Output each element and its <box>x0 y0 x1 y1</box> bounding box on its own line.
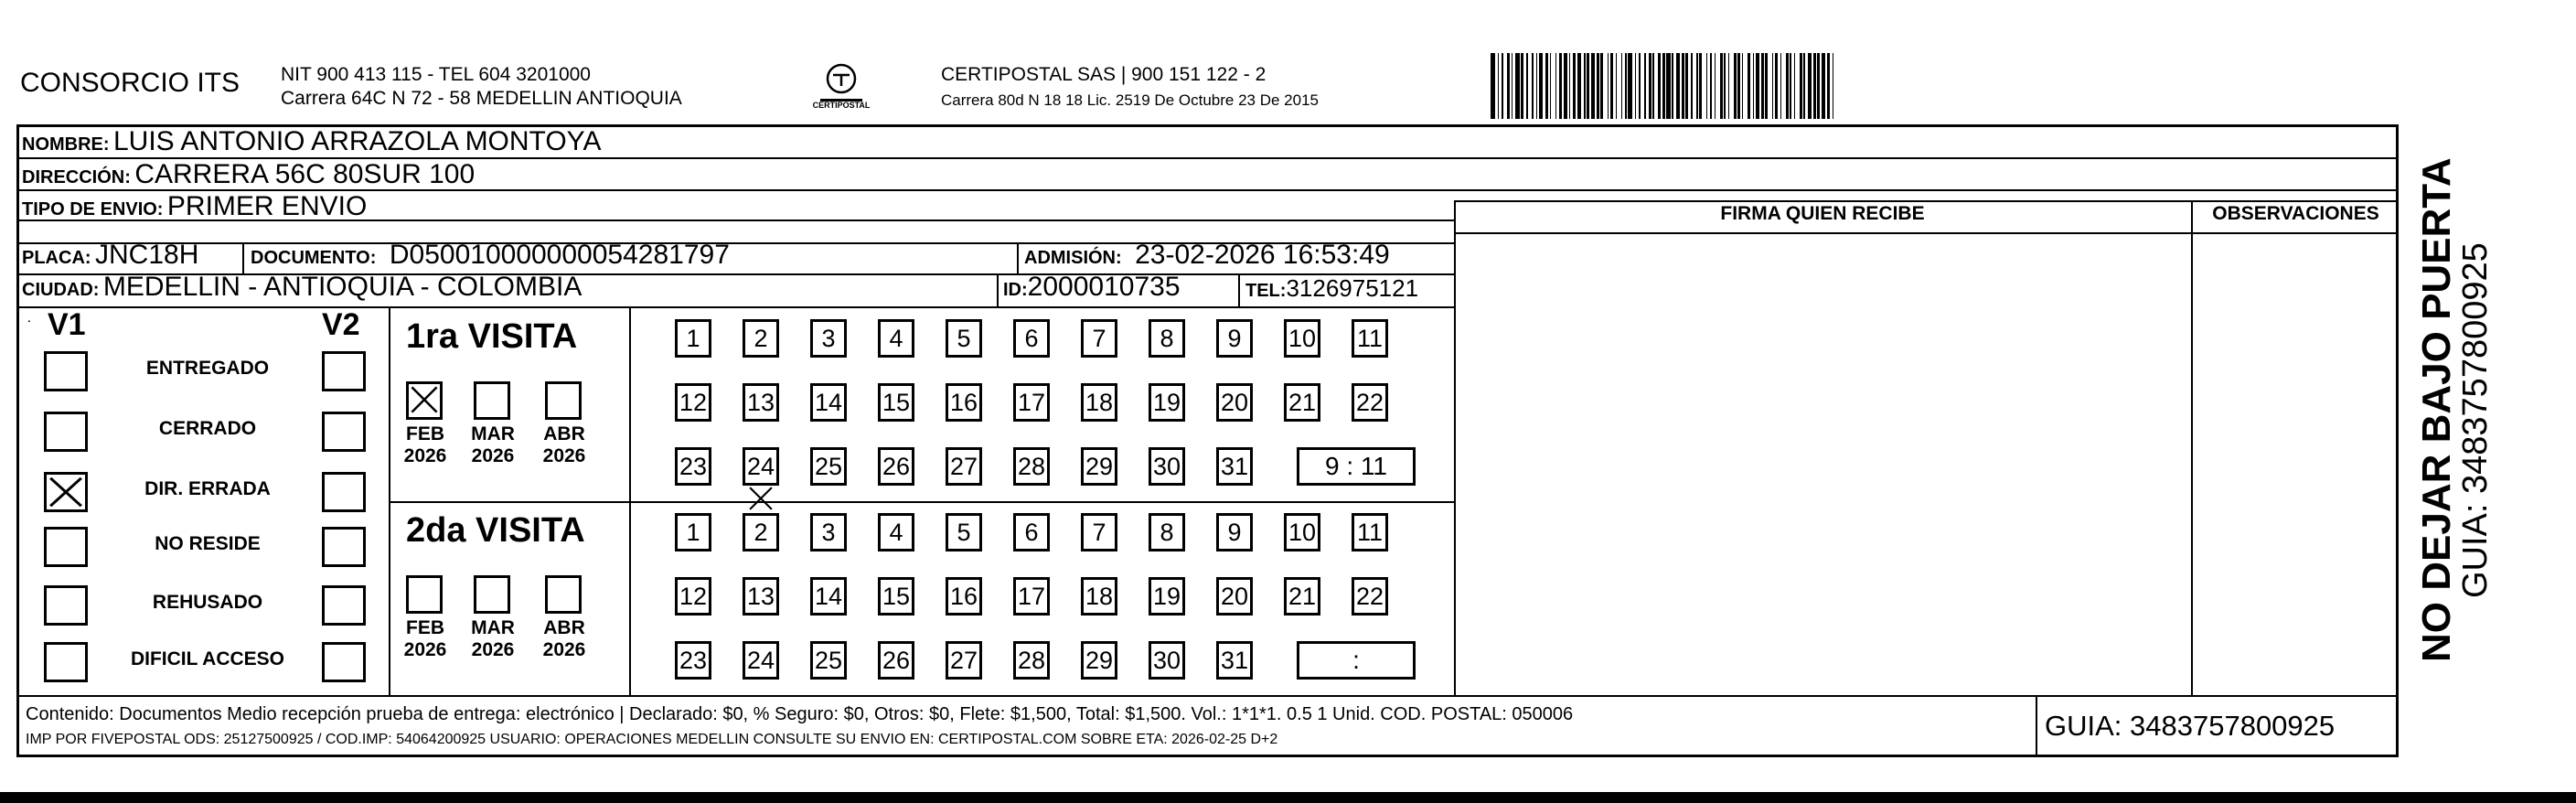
status-label: DIFICIL ACCESO <box>130 648 284 669</box>
tel-value: 3126975121 <box>1286 274 1419 302</box>
day-box[interactable]: 17 <box>1013 577 1050 616</box>
side-guia: GUIA: 3483757800925 <box>2456 242 2495 598</box>
day-box[interactable]: 22 <box>1352 577 1388 616</box>
month-label: FEB 2026 <box>403 617 447 660</box>
day-box[interactable]: 29 <box>1081 447 1117 486</box>
side-warning: NO DEJAR BAJO PUERTA <box>2414 157 2459 662</box>
day-box[interactable]: 31 <box>1216 641 1253 680</box>
visit-title: 2da VISITA <box>406 511 585 550</box>
day-box[interactable]: 26 <box>878 641 914 680</box>
rule <box>1238 274 1240 306</box>
v1-checkbox[interactable] <box>44 527 88 567</box>
documento-cell <box>251 240 730 271</box>
month-label: MAR 2026 <box>471 423 515 466</box>
v1-checkbox[interactable] <box>44 642 88 682</box>
documento-value: D050010000000054281797 <box>389 240 730 270</box>
day-box[interactable]: 7 <box>1081 319 1117 358</box>
documento-label: DOCUMENTO: <box>251 248 377 268</box>
rule <box>389 501 1455 503</box>
day-box[interactable]: 7 <box>1081 513 1117 551</box>
rule <box>16 306 1455 308</box>
v2-checkbox[interactable] <box>322 472 366 512</box>
month-checkbox[interactable] <box>545 575 582 614</box>
day-box[interactable]: 29 <box>1081 641 1117 680</box>
company-line-1: NIT 900 413 115 - TEL 604 3201000 <box>281 64 591 85</box>
day-box[interactable]: 13 <box>743 577 779 616</box>
day-box[interactable]: 5 <box>946 513 982 551</box>
placa-label: PLACA: <box>22 248 91 268</box>
day-box[interactable]: 31 <box>1216 447 1253 486</box>
tel-label: TEL: <box>1245 281 1287 301</box>
barcode <box>1491 53 1838 119</box>
day-box[interactable]: 2 <box>743 513 779 551</box>
day-box[interactable]: 20 <box>1216 577 1253 616</box>
month-checkbox[interactable] <box>545 381 582 420</box>
day-box[interactable]: 6 <box>1013 319 1050 358</box>
status-label: NO RESIDE <box>155 533 261 554</box>
admision-value: 23-02-2026 16:53:49 <box>1135 240 1390 270</box>
day-box[interactable]: 25 <box>810 447 847 486</box>
observaciones-header: OBSERVACIONES <box>2212 203 2379 224</box>
status-label: ENTREGADO <box>145 358 270 379</box>
day-box[interactable]: 30 <box>1149 641 1185 680</box>
rule <box>1454 232 2399 234</box>
day-box[interactable]: 3 <box>810 319 847 358</box>
day-box[interactable]: 24 <box>743 641 779 680</box>
nombre-row <box>22 126 601 157</box>
day-box[interactable]: 19 <box>1149 577 1185 616</box>
nombre-label: NOMBRE: <box>22 134 110 155</box>
v2-checkbox[interactable] <box>322 527 366 567</box>
day-box[interactable]: 13 <box>743 383 779 422</box>
day-box[interactable]: 28 <box>1013 641 1050 680</box>
visit-title: 1ra VISITA <box>406 317 578 356</box>
day-box[interactable]: 10 <box>1284 513 1320 551</box>
day-box[interactable]: 16 <box>946 577 982 616</box>
day-box[interactable]: 14 <box>810 383 847 422</box>
footer-imp: IMP POR FIVEPOSTAL ODS: 25127500925 / COD.IMP: 54064200925 USUARIO: OPERACIONES MEDELLIN CONSULTE SU ENVIO EN: CERTIPOSTAL.COM SOBRE ETA: 2026-02-25 D+2 <box>26 732 1278 747</box>
placa-cell <box>22 240 198 271</box>
placa-value: JNC18H <box>95 240 199 270</box>
v2-header: V2 <box>322 307 360 342</box>
tipo-value: PRIMER ENVIO <box>166 191 368 221</box>
company-line-2: Carrera 64C N 72 - 58 MEDELLIN ANTIOQUIA <box>281 88 682 109</box>
admision-label: ADMISIÓN: <box>1024 248 1122 268</box>
bottom-rule <box>0 792 2576 803</box>
tick-mark: ⸱ <box>27 314 31 328</box>
v1-checkbox[interactable] <box>44 412 88 452</box>
day-box[interactable]: 2 <box>743 319 779 358</box>
day-box[interactable]: 5 <box>946 319 982 358</box>
firma-header: FIRMA QUIEN RECIBE <box>1720 203 1925 224</box>
v2-checkbox[interactable] <box>322 642 366 682</box>
day-box[interactable]: 30 <box>1149 447 1185 486</box>
day-box[interactable]: 22 <box>1352 383 1388 422</box>
day-box[interactable]: 16 <box>946 383 982 422</box>
rule <box>2036 695 2037 757</box>
day-box[interactable]: 23 <box>675 447 711 486</box>
direccion-label: DIRECCIÓN: <box>22 167 131 187</box>
v2-checkbox[interactable] <box>322 585 366 626</box>
signature-area[interactable] <box>1458 235 2189 692</box>
day-box[interactable]: 26 <box>878 447 914 486</box>
tipo-row <box>22 191 367 222</box>
day-box[interactable]: 21 <box>1284 383 1320 422</box>
month-label: MAR 2026 <box>471 617 515 660</box>
footer-contenido: Contenido: Documentos Medio recepción prueba de entrega: electrónico | Declarado: $0, % Seguro: $0, Otros: $0, Flete: $1,500, Total: $1,500. Vol.: 1*1*1. 0.5 1 Unid. COD. POSTAL: 050006 <box>26 704 1574 724</box>
carrier-line-2: Carrera 80d N 18 18 Lic. 2519 De Octubre 23 De 2015 <box>941 91 1319 109</box>
day-box[interactable]: 3 <box>810 513 847 551</box>
month-checkbox[interactable] <box>474 381 510 420</box>
rule <box>2191 200 2193 695</box>
time-box[interactable]: 9 : 11 <box>1297 447 1416 486</box>
v1-checkbox[interactable] <box>44 351 88 391</box>
day-box[interactable]: 24 <box>743 447 779 486</box>
month-checkbox[interactable] <box>406 575 443 614</box>
time-box[interactable]: : <box>1297 641 1416 680</box>
rule <box>997 274 999 306</box>
v1-checkbox[interactable] <box>44 585 88 626</box>
logo-text: CERTIPOSTAL <box>812 101 871 110</box>
status-label: REHUSADO <box>152 592 263 613</box>
day-box[interactable]: 8 <box>1149 319 1185 358</box>
day-box[interactable]: 11 <box>1352 513 1388 551</box>
month-checkbox[interactable] <box>406 381 443 420</box>
rule <box>1454 200 1456 695</box>
admision-cell <box>1024 240 1390 271</box>
v2-checkbox[interactable] <box>322 351 366 391</box>
day-box[interactable]: 12 <box>675 383 711 422</box>
day-box[interactable]: 15 <box>878 383 914 422</box>
id-cell <box>1003 272 1181 303</box>
day-box[interactable]: 4 <box>878 513 914 551</box>
day-box[interactable]: 14 <box>810 577 847 616</box>
month-checkbox[interactable] <box>474 575 510 614</box>
day-box[interactable]: 10 <box>1284 319 1320 358</box>
footer-guia: GUIA: 3483757800925 <box>2045 710 2336 742</box>
month-label: FEB 2026 <box>403 423 447 466</box>
company-name: CONSORCIO ITS <box>20 68 240 98</box>
day-box[interactable]: 27 <box>946 641 982 680</box>
day-box[interactable]: 8 <box>1149 513 1185 551</box>
v1-checkbox[interactable] <box>44 472 88 512</box>
id-label: ID: <box>1003 280 1028 300</box>
status-label: DIR. ERRADA <box>144 478 271 499</box>
id-value: 2000010735 <box>1027 272 1181 302</box>
rule <box>1454 200 2399 202</box>
day-box[interactable]: 28 <box>1013 447 1050 486</box>
month-label: ABR 2026 <box>542 423 586 466</box>
status-label: CERRADO <box>158 418 257 439</box>
v2-checkbox[interactable] <box>322 412 366 452</box>
ciudad-value: MEDELLIN - ANTIOQUIA - COLOMBIA <box>102 272 583 302</box>
day-box[interactable]: 6 <box>1013 513 1050 551</box>
day-box[interactable]: 23 <box>675 641 711 680</box>
day-box[interactable]: 20 <box>1216 383 1253 422</box>
tel-cell <box>1245 274 1418 303</box>
day-box[interactable]: 1 <box>675 319 711 358</box>
carrier-line-1: CERTIPOSTAL SAS | 900 151 122 - 2 <box>941 64 1267 85</box>
rule <box>16 695 2399 697</box>
day-box[interactable]: 18 <box>1081 383 1117 422</box>
day-box[interactable]: 4 <box>878 319 914 358</box>
observations-area[interactable] <box>2195 235 2396 692</box>
v1-header: V1 <box>48 307 86 342</box>
ciudad-cell <box>22 272 582 303</box>
day-box[interactable]: 11 <box>1352 319 1388 358</box>
direccion-value: CARRERA 56C 80SUR 100 <box>134 159 476 189</box>
tipo-label: TIPO DE ENVIO: <box>22 199 164 219</box>
nombre-value: LUIS ANTONIO ARRAZOLA MONTOYA <box>113 126 602 156</box>
day-box[interactable]: 17 <box>1013 383 1050 422</box>
day-box[interactable]: 19 <box>1149 383 1185 422</box>
ciudad-label: CIUDAD: <box>22 280 100 300</box>
certipostal-logo <box>809 60 873 115</box>
rule <box>1017 244 1019 274</box>
rule <box>242 244 244 274</box>
day-box[interactable]: 27 <box>946 447 982 486</box>
day-box[interactable]: 25 <box>810 641 847 680</box>
direccion-row <box>22 159 475 190</box>
day-box[interactable]: 1 <box>675 513 711 551</box>
day-box[interactable]: 15 <box>878 577 914 616</box>
day-box[interactable]: 12 <box>675 577 711 616</box>
day-box[interactable]: 21 <box>1284 577 1320 616</box>
month-label: ABR 2026 <box>542 617 586 660</box>
day-box[interactable]: 9 <box>1216 513 1253 551</box>
day-box[interactable]: 9 <box>1216 319 1253 358</box>
day-box[interactable]: 18 <box>1081 577 1117 616</box>
